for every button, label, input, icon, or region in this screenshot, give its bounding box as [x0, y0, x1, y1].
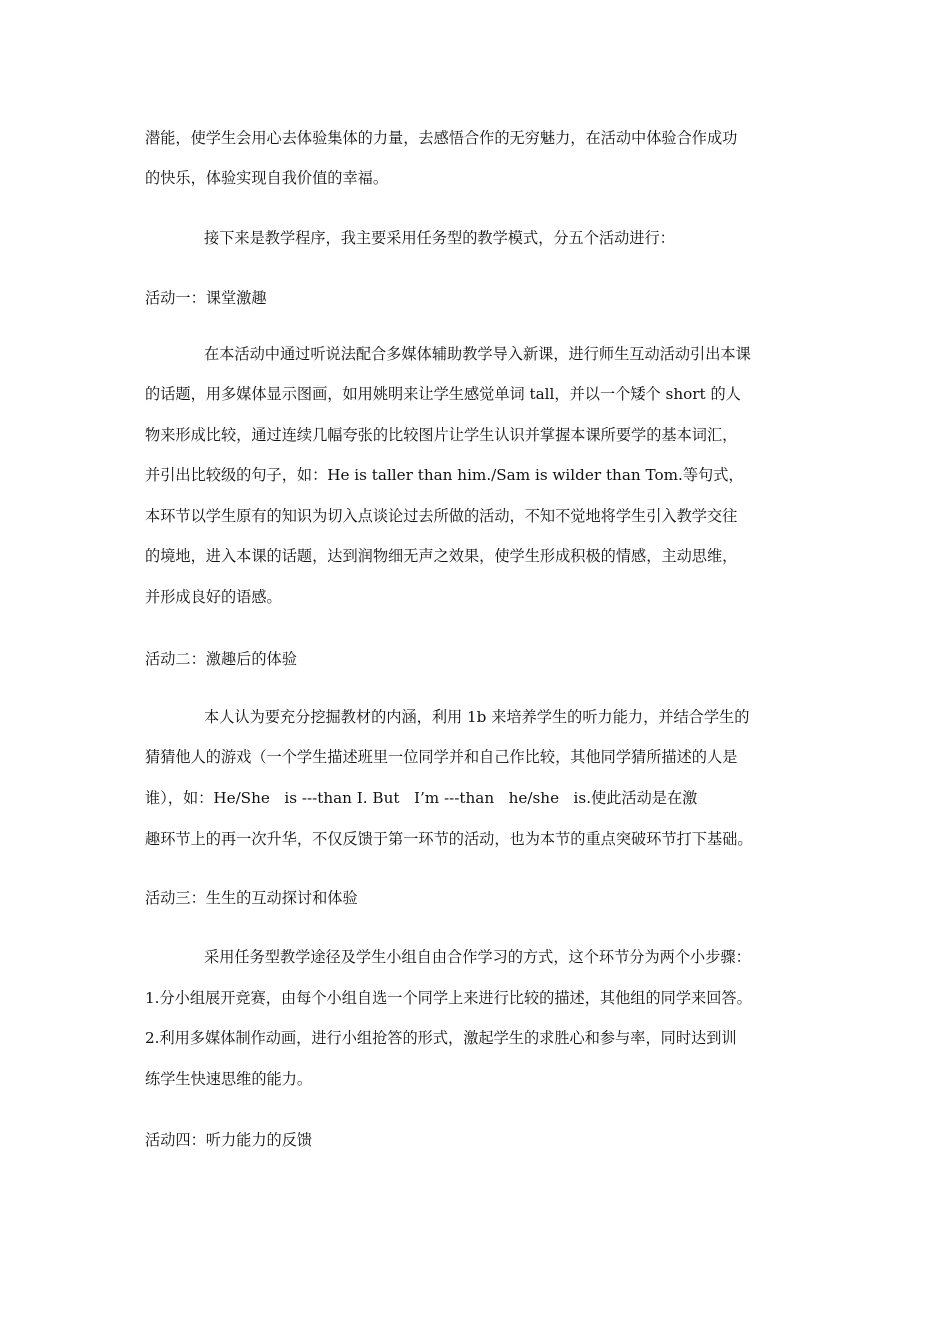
- section-heading: 活动四：听力能力的反馈: [145, 1131, 313, 1149]
- paragraph-line: 谁），如：He/She is ---than I. But I’m ---than he/she is.使此活动是在激: [145, 789, 698, 807]
- paragraph-line: 并引出比较级的句子，如：He is taller than him./Sam is wilder than Tom.等句式，: [145, 466, 744, 484]
- paragraph-line: 采用任务型教学途径及学生小组自由合作学习的方式，这个环节分为两个小步骤：: [204, 948, 751, 966]
- section-heading: 活动二：激趣后的体验: [145, 650, 297, 668]
- paragraph-line: 在本活动中通过听说法配合多媒体辅助教学导入新课，进行师生互动活动引出本课: [204, 345, 751, 363]
- paragraph-line: 的快乐，体验实现自我价值的幸福。: [145, 169, 388, 187]
- paragraph-line: 猜猜他人的游戏（一个学生描述班里一位同学并和自己作比较，其他同学猜所描述的人是: [145, 748, 738, 766]
- paragraph-line: 练学生快速思维的能力。: [145, 1070, 313, 1088]
- paragraph-line: 的话题，用多媒体显示图画，如用姚明来让学生感觉单词 tall，并以一个矮个 short 的人: [145, 385, 741, 403]
- paragraph-line: 2.利用多媒体制作动画，进行小组抢答的形式，激起学生的求胜心和参与率，同时达到训: [145, 1029, 737, 1047]
- paragraph-line: 接下来是教学程序，我主要采用任务型的教学模式，分五个活动进行：: [204, 229, 675, 247]
- section-heading: 活动三：生生的互动探讨和体验: [145, 889, 358, 907]
- section-heading: 活动一：课堂激趣: [145, 289, 267, 307]
- paragraph-line: 1.分小组展开竞赛，由每个小组自选一个同学上来进行比较的描述，其他组的同学来回答。: [145, 989, 752, 1007]
- paragraph-line: 趣环节上的再一次升华，不仅反馈于第一环节的活动，也为本节的重点突破环节打下基础。: [145, 830, 753, 848]
- paragraph-line: 并形成良好的语感。: [145, 588, 282, 606]
- paragraph-line: 本环节以学生原有的知识为切入点谈论过去所做的活动，不知不觉地将学生引入教学交往: [145, 507, 738, 525]
- paragraph-line: 潜能，使学生会用心去体验集体的力量，去感悟合作的无穷魅力，在活动中体验合作成功: [145, 129, 738, 147]
- paragraph-line: 的境地，进入本课的话题，达到润物细无声之效果，使学生形成积极的情感，主动思维，: [145, 547, 738, 565]
- paragraph-line: 物来形成比较，通过连续几幅夸张的比较图片让学生认识并掌握本课所要学的基本词汇，: [145, 426, 738, 444]
- paragraph-line: 本人认为要充分挖掘教材的内涵，利用 1b 来培养学生的听力能力，并结合学生的: [204, 708, 750, 726]
